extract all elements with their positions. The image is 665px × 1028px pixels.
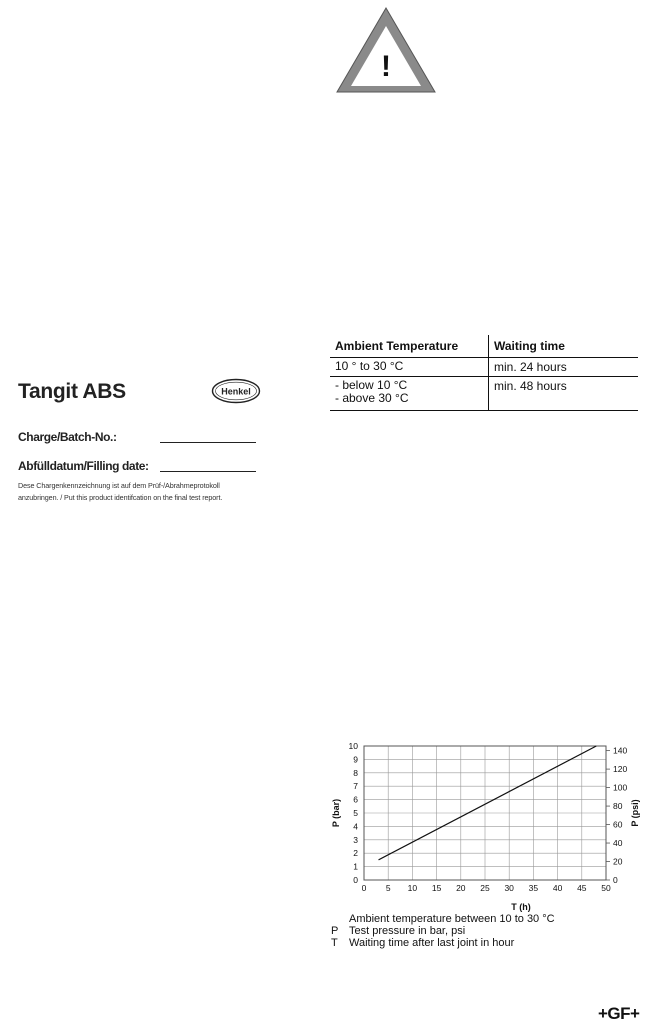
batch-field-line xyxy=(160,442,256,443)
label-note-line: anzubringen. / Put this product identifcation on the final test report. xyxy=(18,493,223,502)
batch-field-label: Charge/Batch-No.: xyxy=(18,430,117,444)
henkel-logo-text: Henkel xyxy=(221,386,251,397)
y2-tick-label: 40 xyxy=(613,838,623,849)
x-tick-label: 15 xyxy=(431,883,442,893)
y2-tick-label: 20 xyxy=(613,856,623,867)
y-tick-label: 9 xyxy=(353,754,358,765)
waiting-time-cell: min. 24 hours xyxy=(489,358,639,377)
temperature-line: - above 30 °C xyxy=(335,391,409,405)
y-tick-label: 7 xyxy=(353,781,358,792)
x-axis-label: T (h) xyxy=(511,902,531,912)
y2-axis-label: P (psi) xyxy=(630,799,640,827)
legend-text: Ambient temperature between 10 to 30 °C xyxy=(349,913,555,925)
x-tick-label: 10 xyxy=(407,883,418,893)
table-row xyxy=(330,358,638,377)
temperature-cell xyxy=(330,377,489,411)
chart-ticks xyxy=(349,741,628,893)
product-name: Tangit ABS xyxy=(18,380,126,403)
header-waiting-time: Waiting time xyxy=(489,335,639,358)
x-tick-label: 35 xyxy=(528,883,539,893)
temperature-cell xyxy=(330,358,489,377)
x-tick-label: 25 xyxy=(480,883,490,893)
chart-marks xyxy=(379,746,597,860)
y2-tick-label: 60 xyxy=(613,819,623,830)
legend-text: Waiting time after last joint in hour xyxy=(349,937,515,949)
pressure-waiting-time-chart xyxy=(325,738,645,916)
henkel-logo xyxy=(211,378,261,404)
filling-date-label: Abfülldatum/Filling date: xyxy=(18,459,149,473)
x-tick-label: 5 xyxy=(385,883,391,893)
series-line xyxy=(379,746,597,860)
chart-grid xyxy=(364,746,606,880)
warning-exclamation: ! xyxy=(381,50,391,83)
y2-tick-label: 140 xyxy=(613,745,628,756)
y-tick-label: 3 xyxy=(353,834,358,845)
x-tick-label: 40 xyxy=(552,883,563,893)
x-tick-label: 0 xyxy=(361,883,367,893)
legend-symbol: T xyxy=(331,937,338,949)
x-tick-label: 50 xyxy=(601,883,611,893)
temperature-line: - below 10 °C xyxy=(335,378,408,392)
x-tick-label: 30 xyxy=(504,883,514,893)
table-row xyxy=(330,377,638,411)
label-note-line: Dese Chargenkennzeichnung ist auf dem Prüf-/Abrahmeprotokoll xyxy=(18,481,220,490)
y-axis-label: P (bar) xyxy=(331,798,341,828)
x-tick-label: 45 xyxy=(577,883,587,893)
y2-tick-label: 100 xyxy=(613,782,628,793)
y-tick-label: 2 xyxy=(353,848,358,859)
legend-text: Test pressure in bar, psi xyxy=(349,925,466,937)
table-header-row xyxy=(330,335,638,358)
y-tick-label: 8 xyxy=(353,767,358,778)
y2-tick-label: 0 xyxy=(613,875,618,885)
label-note xyxy=(18,480,268,504)
y-tick-label: 0 xyxy=(353,875,358,885)
x-tick-label: 20 xyxy=(456,883,466,893)
waiting-time-table xyxy=(330,335,638,411)
y2-tick-label: 120 xyxy=(613,764,628,775)
header-ambient-temperature: Ambient Temperature xyxy=(330,335,489,358)
temperature-line: 10 ° to 30 °C xyxy=(335,359,404,373)
y2-tick-label: 80 xyxy=(613,801,623,812)
y-tick-label: 10 xyxy=(348,741,358,751)
gf-logo: +GF+ xyxy=(598,1004,640,1023)
warning-triangle-icon xyxy=(335,6,437,94)
y-tick-label: 1 xyxy=(353,861,358,872)
y-tick-label: 4 xyxy=(353,821,358,832)
filling-date-line xyxy=(160,471,256,472)
waiting-time-cell: min. 48 hours xyxy=(489,377,639,411)
legend-symbol: P xyxy=(331,925,339,937)
y-tick-label: 5 xyxy=(353,808,358,818)
y-tick-label: 6 xyxy=(353,794,358,805)
